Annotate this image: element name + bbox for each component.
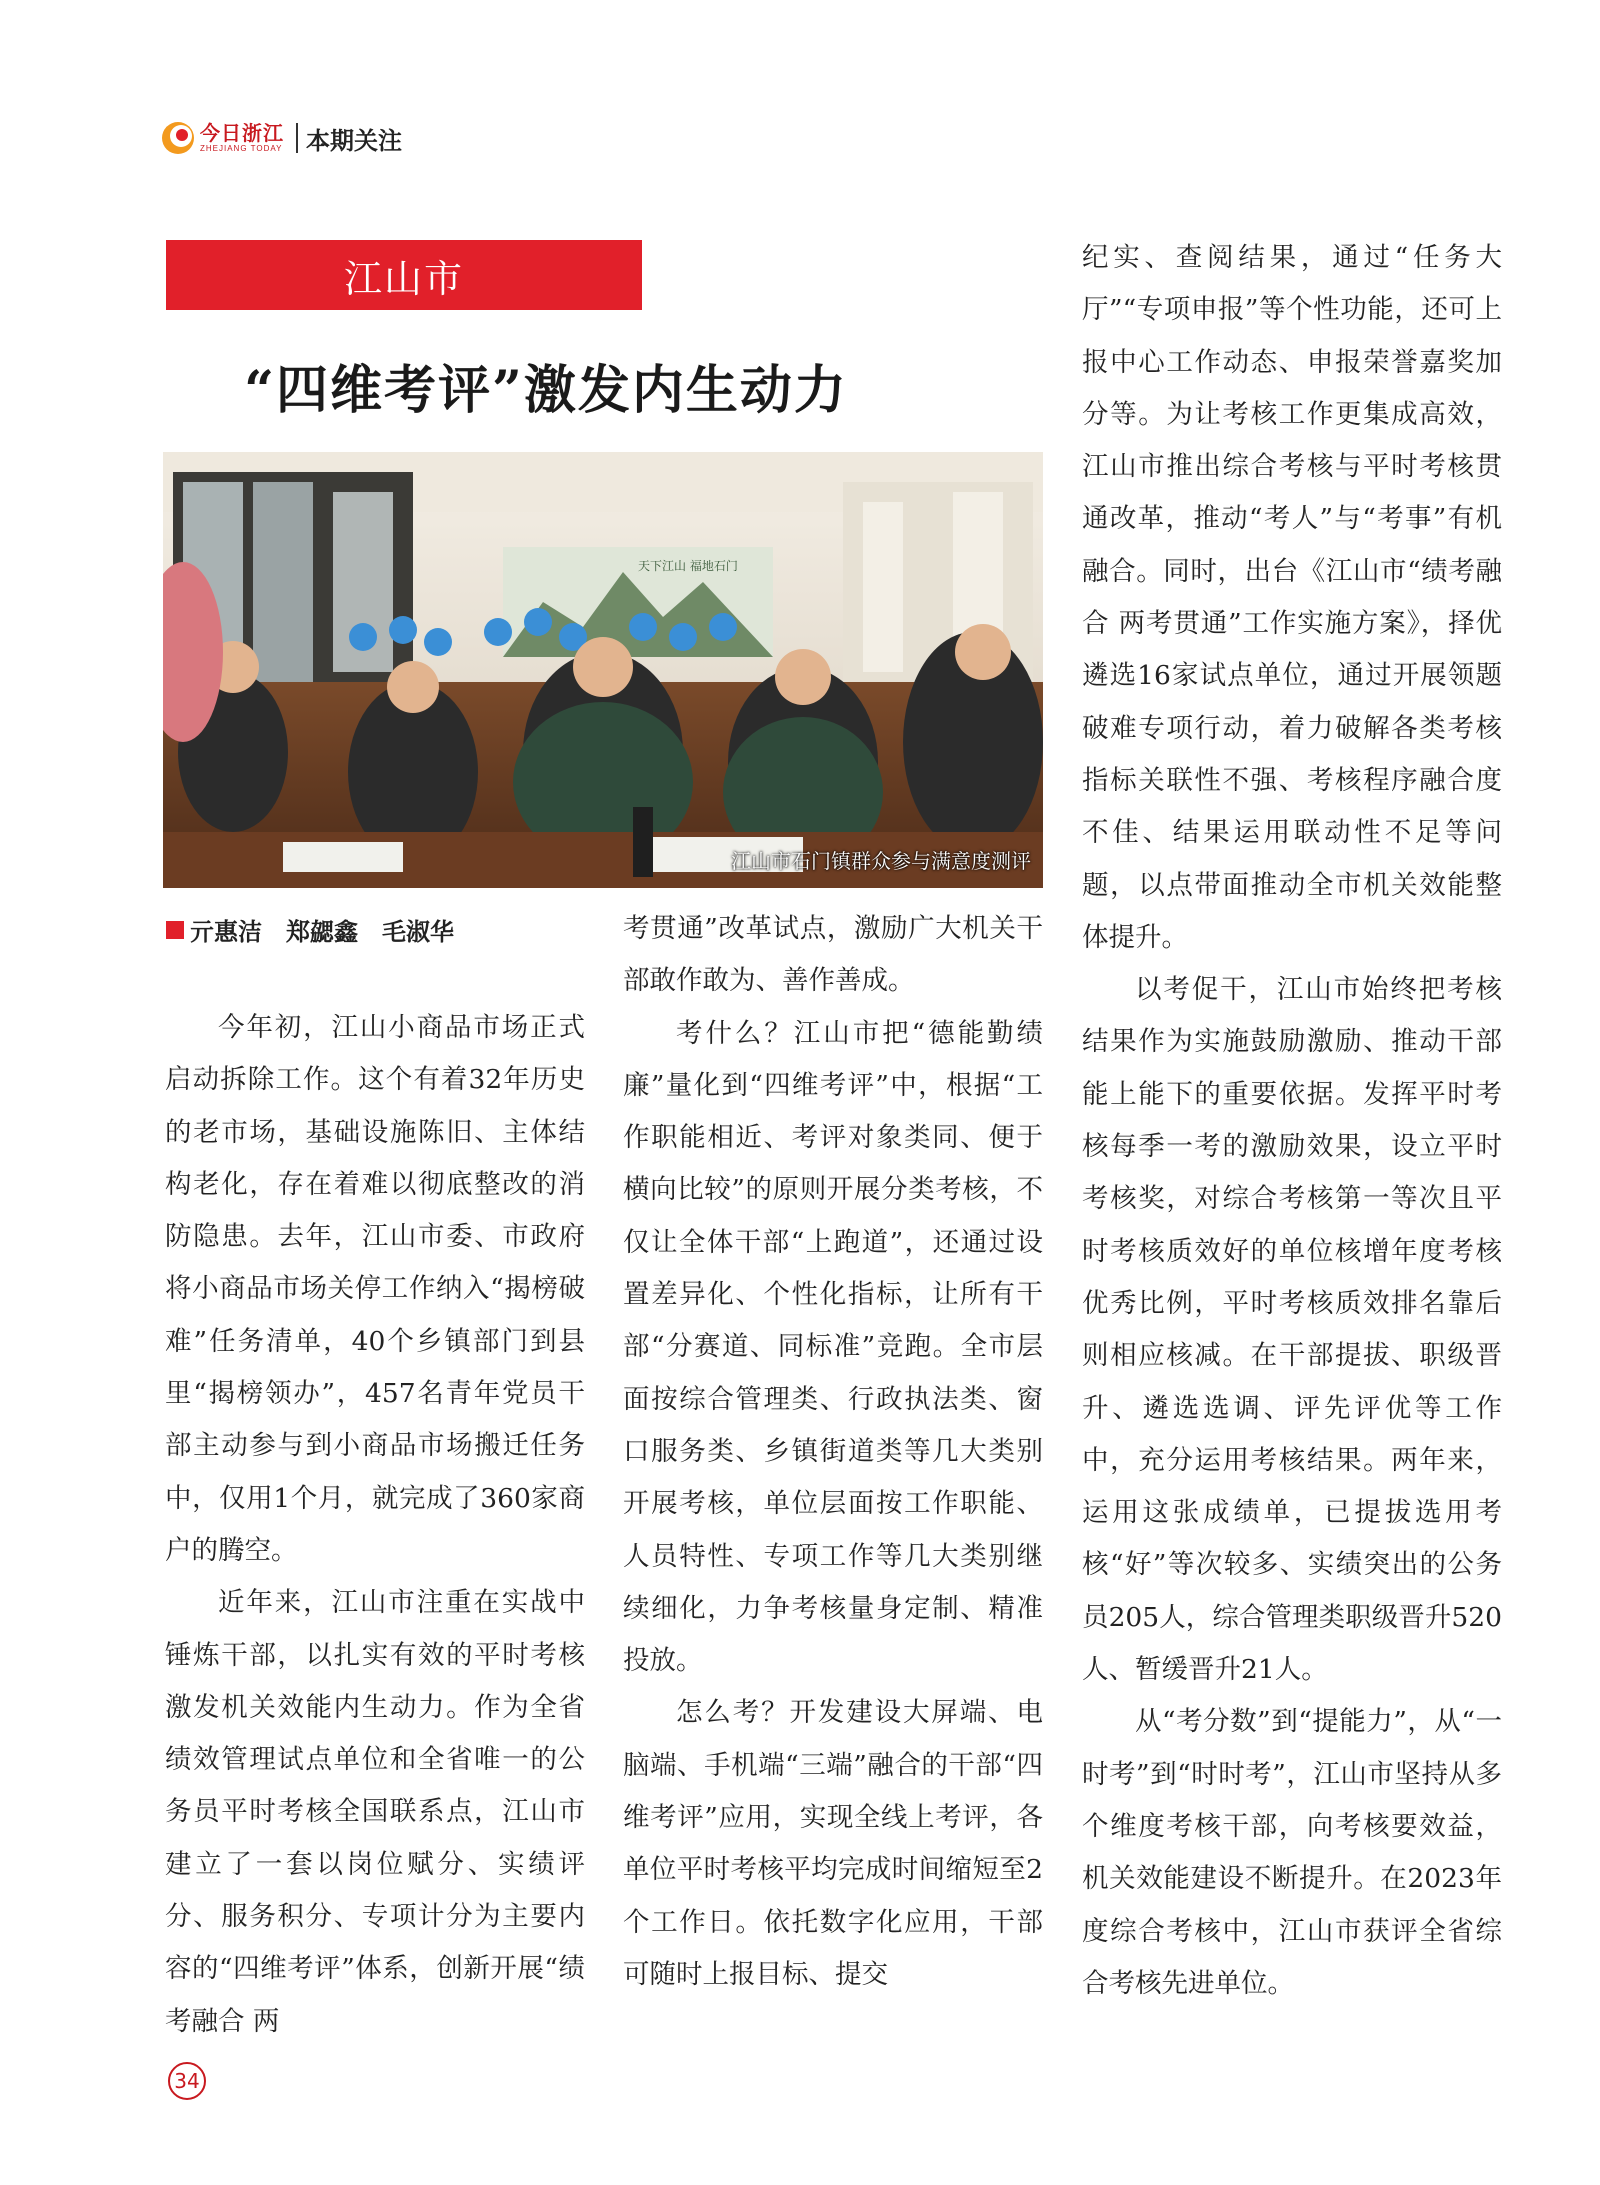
article-title: “四维考评”激发内生动力 — [244, 360, 848, 421]
paragraph: 纪实、查阅结果，通过“任务大厅”“专项申报”等个性功能，还可上报中心工作动态、申报荣誉嘉奖加分等。为让考核工作更集成高效，江山市推出综合考核与平时考核贯通改革，推动“考人”与“考事”有机融合。同时，出台《江山市“绩考融合 两考贯通”工作实施方案》，择优遴选16家试点单位，通过开展领题破难专项行动，着力破解各类考核指标关联性不强、考核程序融合度不佳、结果运用联动性不足等问题，以点带面推动全市机关效能整体提升。 — [1082, 242, 1502, 953]
paragraph: 考什么？江山市把“德能勤绩廉”量化到“四维考评”中，根据“工作职能相近、考评对象类同、便于横向比较”的原则开展分类考核，不仅让全体干部“上跑道”，还通过设置差异化、个性化指标，让所有干部“分赛道、同标准”竞跑。全市层面按综合管理类、行政执法类、窗口服务类、乡镇街道类等几大类别开展考核，单位层面按工作职能、人员特性、专项工作等几大类别继续细化，力争考核量身定制、精准投放。 — [623, 1017, 1043, 1677]
paragraph: 以考促干，江山市始终把考核结果作为实施鼓励激励、推动干部能上能下的重要依据。发挥平时考核每季一考的激励效果，设立平时考核奖，对综合考核第一等次且平时考核质效好的单位核增年度考核优秀比例，平时考核质效排名靠后则相应核减。在干部提拔、职级晋升、遴选选调、评先评优等工作中，充分运用考核结果。两年来，运用这张成绩单，已提拔选用考核“好”等次较多、实绩突出的公务员205人，综合管理类职级晋升520人、暂缓晋升21人。 — [1082, 974, 1502, 1686]
header-divider — [296, 123, 298, 153]
logo-wordmark — [200, 123, 284, 153]
masthead — [160, 118, 402, 158]
section-label: 本期关注 — [306, 126, 402, 155]
page-number: 34 — [168, 2062, 206, 2100]
author-names: 亓惠洁 郑勰鑫 毛淑华 — [190, 918, 454, 946]
author-byline — [166, 912, 454, 947]
logo-subtitle: ZHEJIANG TODAY — [200, 144, 283, 153]
article-column-2 — [623, 903, 1043, 2001]
article-photo — [163, 452, 1043, 888]
logo-title: 今日浙江 — [200, 121, 284, 145]
paragraph: 考贯通”改革试点，激励广大机关干部敢作敢为、善作善成。 — [623, 913, 1043, 997]
region-kicker — [166, 240, 642, 310]
paragraph: 近年来，江山市注重在实战中锤炼干部，以扎实有效的平时考核激发机关效能内生动力。作为全省绩效管理试点单位和全省唯一的公务员平时考核全国联系点，江山市建立了一套以岗位赋分、实绩评分、服务积分、专项计分为主要内容的“四维考评”体系，创新开展“绩考融合 两 — [165, 1587, 585, 2037]
article-column-1 — [165, 1002, 585, 2048]
banner-text: 天下江山 福地石门 — [638, 559, 738, 573]
photo-caption: 江山市石门镇群众参与满意度测评 — [731, 849, 1031, 873]
byline-marker — [166, 921, 184, 939]
meeting-photo-illustration — [163, 452, 1043, 888]
paragraph: 今年初，江山小商品市场正式启动拆除工作。这个有着32年历史的老市场，基础设施陈旧、主体结构老化，存在着难以彻底整改的消防隐患。去年，江山市委、市政府将小商品市场关停工作纳入“揭榜破难”任务清单，40个乡镇部门到县里“揭榜领办”，457名青年党员干部主动参与到小商品市场搬迁任务中，仅用1个月，就完成了360家商户的腾空。 — [165, 1012, 585, 1566]
article-column-3 — [1082, 232, 1502, 2010]
logo-icon — [160, 120, 196, 156]
paragraph: 怎么考？开发建设大屏端、电脑端、手机端“三端”融合的干部“四维考评”应用，实现全线上考评，各单位平时考核平均完成时间缩短至2个工作日。依托数字化应用，干部可随时上报目标、提交 — [623, 1697, 1043, 1990]
paragraph: 从“考分数”到“提能力”，从“一时考”到“时时考”，江山市坚持从多个维度考核干部，向考核要效益，机关效能建设不断提升。在2023年度综合考核中，江山市获评全省综合考核先进单位。 — [1082, 1706, 1502, 1999]
kicker-text: 江山市 — [343, 256, 464, 301]
